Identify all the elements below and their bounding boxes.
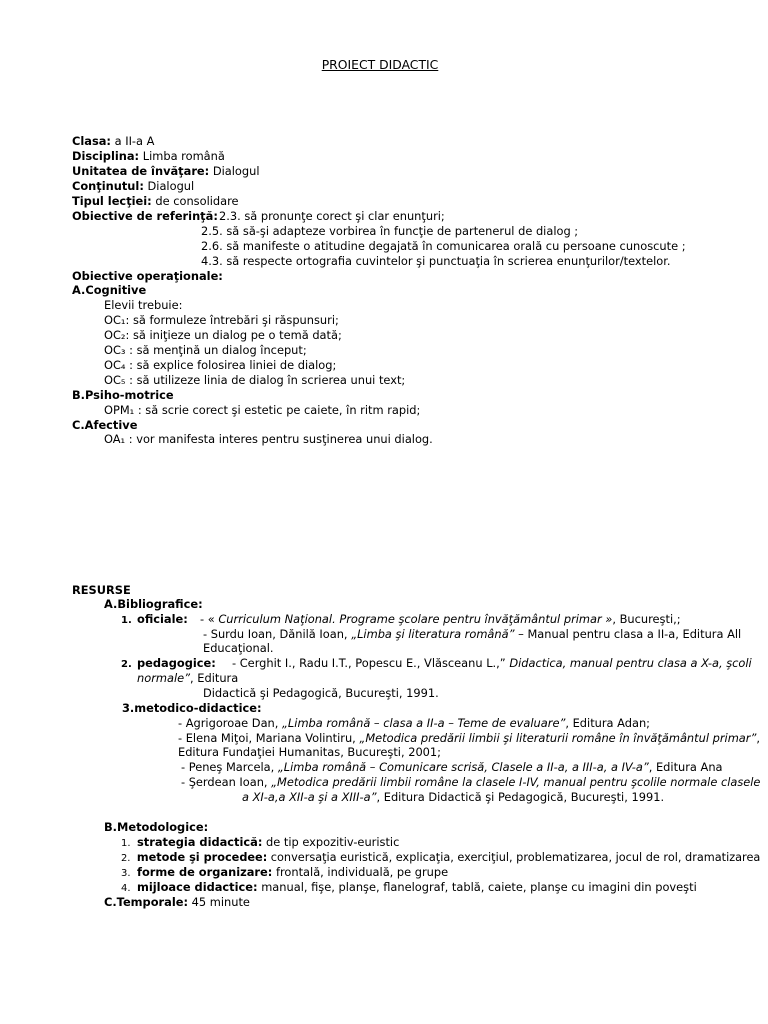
oc-item: OC₂: să iniţieze un dialog pe o temă dată; <box>104 328 342 342</box>
bibliografice-label: A.Bibliografice: <box>104 597 203 611</box>
oc-item: OC₃ : să menţină un dialog început; <box>104 343 307 357</box>
metodologice-item <box>121 850 760 866</box>
ref-text: , <box>756 731 760 745</box>
pedagogice-line-1 <box>121 656 216 672</box>
continutul-line <box>72 179 194 194</box>
ref-title: Curriculum Naţional. Programe şcolare pentru învăţământul primar » <box>218 612 613 626</box>
ref-text: - « <box>200 612 219 626</box>
item-value: manual, fişe, planşe, flanelograf, tablă, caiete, planşe cu imagini din poveşti <box>257 880 697 894</box>
tipul-label: Tipul lecţiei: <box>72 194 152 208</box>
ref-text: , Editura Adan; <box>565 716 651 730</box>
ref-text: , Bucureşti,; <box>612 612 681 626</box>
temporale-label: C.Temporale: <box>104 895 189 909</box>
metodologice-item <box>121 865 448 881</box>
ref-title: a XI-a,a XII-a şi a XIII-a” <box>242 790 377 804</box>
opm-item: OPM₁ : să scrie corect şi estetic pe caiete, în ritm rapid; <box>104 403 421 417</box>
oficiale-ref-1 <box>200 612 681 627</box>
resurse-label: RESURSE <box>72 583 131 597</box>
item-label: mijloace didactice: <box>137 880 258 894</box>
ref-title: normale” <box>137 671 191 685</box>
disciplina-value: Limba română <box>142 149 225 163</box>
item-label: metode şi procedee: <box>136 850 268 864</box>
metodico-ref-2 <box>178 731 760 746</box>
unitatea-value: Dialogul <box>212 164 260 178</box>
obiective-ref-item: 4.3. să respecte ortografia cuvintelor şi punctuaţia în scrierea enunţurilor/textelor. <box>201 254 671 268</box>
ref-text: , Editura <box>190 671 239 685</box>
pedagogice-ref-3: Didactică şi Pedagogică, Bucureşti, 1991. <box>203 686 439 700</box>
obiective-ref-item: 2.5. să să-şi adapteze vorbirea în funcţie de partenerul de dialog ; <box>201 224 579 238</box>
item-label: forme de organizare: <box>137 865 273 879</box>
ref-title: „Limba şi literatura română” <box>351 627 515 641</box>
disciplina-label: Disciplina: <box>72 149 140 163</box>
clasa-line <box>72 134 154 149</box>
metodologice-label: B.Metodologice: <box>104 820 209 834</box>
ref-text: - Elena Miţoi, Mariana Volintiru, <box>178 731 360 745</box>
oc-item: OC₄ : să explice folosirea liniei de dialog; <box>104 358 337 372</box>
metodico-ref-3: Editura Fundaţiei Humanitas, Bucureşti, 2001; <box>178 745 442 759</box>
item-label: strategia didactică: <box>137 835 263 849</box>
metodico-ref-1 <box>178 716 650 731</box>
obiective-ref-label: Obiective de referinţă: <box>72 209 218 223</box>
tipul-line <box>72 194 239 209</box>
unitatea-line <box>72 164 260 179</box>
ref-title: „Limba română – Comunicare scrisă, Clasele a II-a, a III-a, a IV-a” <box>277 760 649 774</box>
ref-title: Didactica, manual pentru clasa a X-a, şcoli <box>509 656 752 670</box>
ref-text: - Agrigoroae Dan, <box>178 716 283 730</box>
ref-text: - Surdu Ioan, Dănilă Ioan, <box>203 627 352 641</box>
ref-text: - Peneş Marcela, <box>181 760 278 774</box>
afective-label: C.Afective <box>72 418 138 432</box>
psiho-label: B.Psiho-motrice <box>72 388 174 402</box>
obiective-ref-item: 2.3. să pronunţe corect şi clar enunţuri; <box>219 209 445 223</box>
metodologice-item <box>121 880 697 896</box>
elevii-text: Elevii trebuie: <box>104 298 183 312</box>
temporale-value: 45 minute <box>188 895 250 909</box>
oficiale-label: oficiale: <box>137 612 188 626</box>
clasa-label: Clasa: <box>72 134 111 148</box>
ref-text: , Editura Didactică şi Pedagogică, Bucureşti, 1991. <box>376 790 665 804</box>
pedagogice-label: pedagogice: <box>137 656 216 670</box>
metodico-ref-6 <box>242 790 664 805</box>
page-title: PROIECT DIDACTIC <box>321 57 439 72</box>
item-num: 1. <box>121 838 131 849</box>
ref-title: „Metodica predării limbii şi literaturii române în învăţământul primar” <box>359 731 757 745</box>
metodico-ref-5 <box>181 775 760 790</box>
item-num: 3. <box>121 868 131 879</box>
pedagogice-ref-2 <box>137 671 238 686</box>
unitatea-label: Unitatea de învăţare: <box>72 164 210 178</box>
oficiale-num: 1. <box>121 615 132 626</box>
disciplina-line <box>72 149 225 164</box>
ref-text: - Şerdean Ioan, <box>181 775 272 789</box>
continutul-value: Dialogul <box>147 179 195 193</box>
oficiale-ref-2 <box>203 627 741 642</box>
pedagogice-num: 2. <box>121 659 132 670</box>
metodologice-item <box>121 835 399 851</box>
item-num: 2. <box>121 853 131 864</box>
item-value: frontală, individuală, pe grupe <box>272 865 449 879</box>
oc-item: OC₁: să formuleze întrebări şi răspunsuri; <box>104 313 339 327</box>
ref-text: - Cerghit I., Radu I.T., Popescu E., Vlăsceanu L.,” <box>232 656 510 670</box>
oc-item: OC₅ : să utilizeze linia de dialog în scrierea unui text; <box>104 373 406 387</box>
clasa-value: a II-a A <box>114 134 155 148</box>
pedagogice-ref-1 <box>232 656 752 671</box>
item-value: conversaţia euristică, explicaţia, exerciţiul, problematizarea, jocul de rol, dramatizarea <box>267 850 761 864</box>
tipul-value: de consolidare <box>155 194 239 208</box>
continutul-label: Conţinutul: <box>72 179 144 193</box>
obiective-op-label: Obiective operaţionale: <box>72 269 223 283</box>
oficiale-ref-3: Educaţional. <box>203 641 274 655</box>
oficiale-line-1 <box>121 612 188 628</box>
item-value: de tip expozitiv-euristic <box>262 835 400 849</box>
metodico-ref-4 <box>181 760 723 775</box>
cognitive-label: A.Cognitive <box>72 283 147 297</box>
oa-item: OA₁ : vor manifesta interes pentru susţinerea unui dialog. <box>104 432 433 446</box>
temporale-line <box>104 895 250 910</box>
obiective-ref-item: 2.6. să manifeste o atitudine degajată în comunicarea orală cu persoane cunoscute ; <box>201 239 686 253</box>
ref-text: , Editura Ana <box>648 760 723 774</box>
ref-title: „Limba română – clasa a II-a – Teme de evaluare” <box>282 716 566 730</box>
metodico-label: 3.metodico-didactice: <box>122 701 262 715</box>
item-num: 4. <box>121 883 131 894</box>
ref-text: – Manual pentru clasa a II-a, Editura All <box>514 627 742 641</box>
ref-title: „Metodica predării limbii române la clasele I-IV, manual pentru şcolile normale clasele <box>271 775 761 789</box>
